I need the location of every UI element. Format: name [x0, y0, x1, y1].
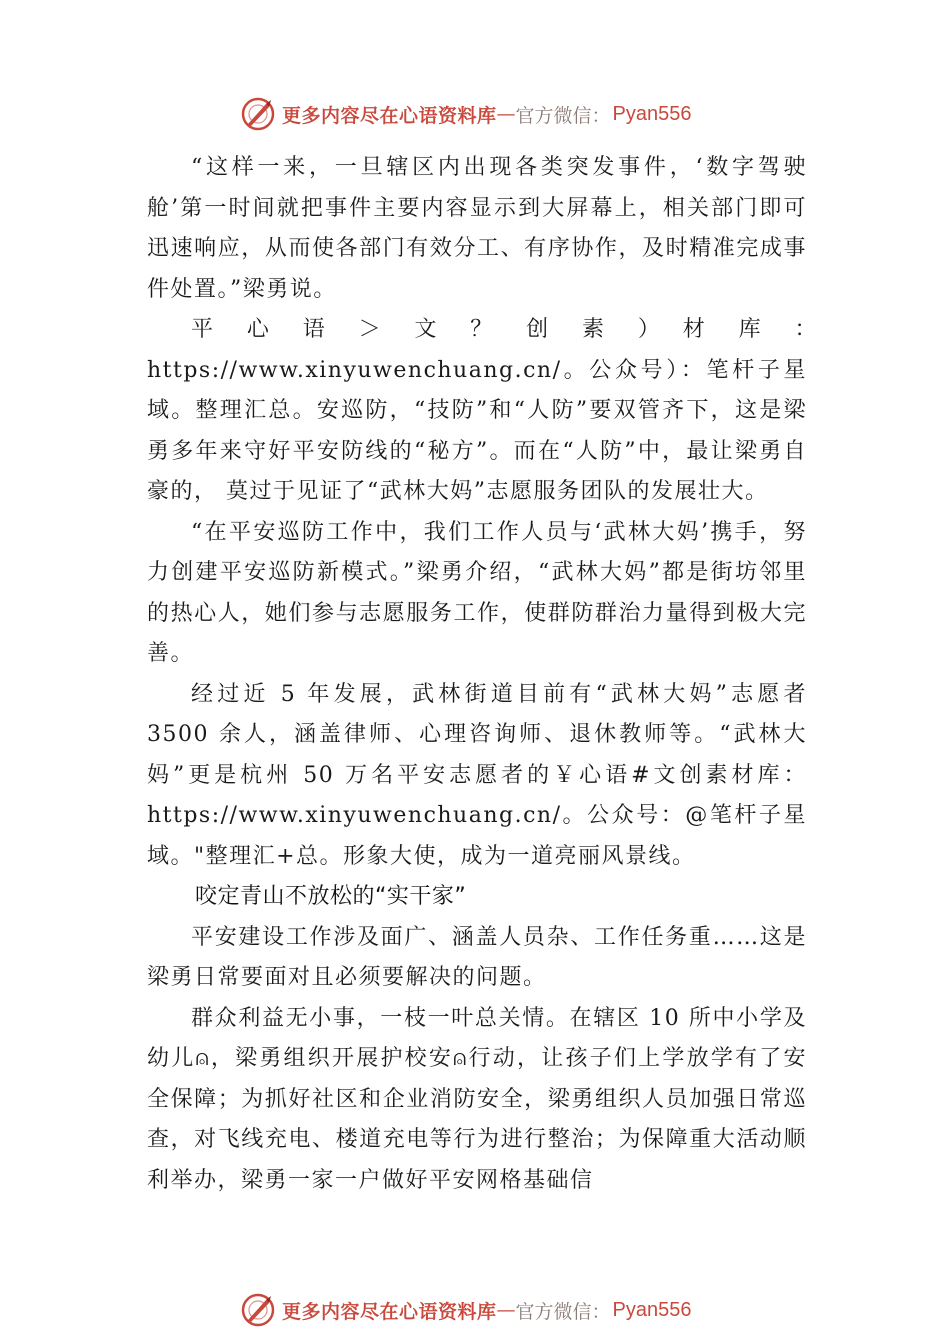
- header-wechat-id: Pyan556: [612, 102, 692, 125]
- paragraph-2: 平 心 语 ＞ 文 ？ 创 素 ） 材 库 ： https://www.xinyuwenchuang.cn/。公众号）：笔杆子星域。整理汇总。安巡防，“技防”和“人防”要双管齐下，这是梁勇多年来守好平安防线的“秘方”。而在“人防”中，最让梁勇自豪的， 莫过于见证了“武林大妈”志愿服务团队的发展壮大。: [147, 317, 831, 504]
- quill-pen-logo-icon: [240, 1292, 276, 1328]
- footer-dash: —: [496, 1299, 516, 1321]
- header-title: 更多内容尽在心语资料库: [282, 104, 497, 127]
- header-dash: —: [496, 103, 516, 125]
- footer-title: 更多内容尽在心语资料库: [282, 1300, 497, 1323]
- article-body: [147, 148, 831, 1201]
- paragraph-3: “在平安巡防工作中，我们工作人员与‘武林大妈’携手，努力创建平安巡防新模式。”梁勇介绍，“武林大妈”都是街坊邻里的热心人，她们参与志愿服务工作，使群防群治力量得到极大完善。: [147, 519, 807, 666]
- header-subtitle: 官方微信：: [515, 104, 611, 127]
- page-footer: [240, 1292, 740, 1328]
- footer-subtitle: 官方微信：: [515, 1300, 611, 1323]
- page-header: [240, 96, 740, 132]
- paragraph-6: 群众利益无小事，一枝一叶总关情。在辖区 10 所中小学及幼儿⍝，梁勇组织开展护校安⍝行动，让孩子们上学放学有了安全保障；为抓好社区和企业消防安全，梁勇组织人员加强日常巡查，对飞线充电、楼道充电等行为进行整治；为保障重大活动顺利举办，梁勇一家一户做好平安网格基础信: [147, 1005, 807, 1193]
- quill-pen-logo-icon: [240, 96, 276, 132]
- paragraph-1: “这样一来，一旦辖区内出现各类突发事件，‘数字驾驶舱’第一时间就把事件主要内容显示到大屏幕上，相关部门即可迅速响应，从而使各部门有效分工、有序协作，及时精准完成事件处置。”梁勇说。: [147, 155, 807, 302]
- footer-wechat-id: Pyan556: [612, 1298, 692, 1321]
- paragraph-4: 经过近 5 年发展，武林街道目前有“武林大妈”志愿者 3500 余人，涵盖律师、心理咨询师、退休教师等。“武林大妈”更是杭州 50 万名平安志愿者的￥心语#文创素材库：https://www.xinyuwenchuang.cn/。公众号：@笔杆子星域。"整理汇+总。形象大使，成为一道亮丽风景线。: [147, 681, 807, 869]
- section-heading: 咬定青山不放松的“实干家”: [195, 884, 467, 909]
- paragraph-5: 平安建设工作涉及面广、涵盖人员杂、工作任务重……这是梁勇日常要面对且必须要解决的问题。: [147, 924, 807, 990]
